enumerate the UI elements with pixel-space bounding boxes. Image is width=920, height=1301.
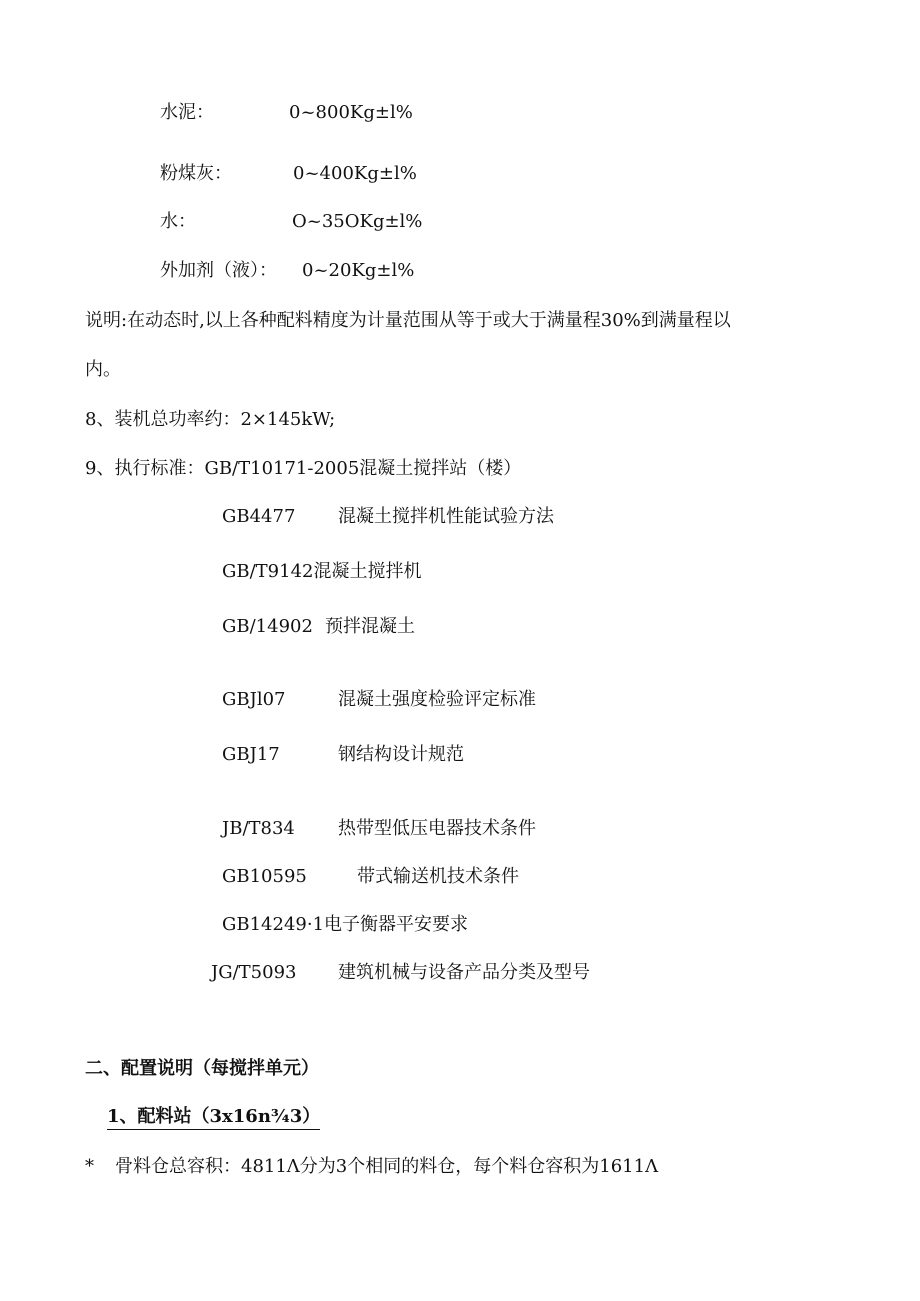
standard-name: 热带型低压电器技术条件 (338, 818, 536, 839)
note-line-2: 内。 (85, 359, 121, 380)
standard-code: GBJ17 (222, 744, 280, 765)
standard-name: 混凝土强度检验评定标准 (338, 689, 536, 710)
standard-code: GB/T9142混凝土搅拌机 (222, 561, 422, 582)
additive-value: 0~20Kg±l% (302, 260, 415, 281)
standard-code: JB/T834 (222, 818, 295, 839)
standard-code: JG/T5093 (211, 962, 297, 983)
standard-row (222, 743, 280, 767)
standard-name: 预拌混凝土 (325, 616, 415, 637)
standard-name: 带式输送机技术条件 (357, 866, 519, 887)
standard-name: 钢结构设计规范 (338, 744, 464, 765)
standard-name: 混凝土搅拌机性能试验方法 (338, 506, 554, 527)
section-2-heading: 二、配置说明（每搅拌单元） (85, 1058, 319, 1079)
standard-code: GB14249·1电子衡器平安要求 (222, 914, 469, 935)
standard-code: GB10595 (222, 866, 307, 887)
water-value: O~35OKg±l% (292, 211, 423, 232)
standard-code: GB4477 (222, 506, 296, 527)
standard-row (211, 961, 296, 985)
standard-code: GBJl07 (222, 689, 286, 710)
standard-row (222, 560, 422, 584)
flyash-label: 粉煤灰： (160, 163, 232, 184)
bullet-marker: * (85, 1156, 94, 1177)
flyash-value: 0~400Kg±l% (293, 163, 417, 184)
item-8-power: 8、装机总功率约：2×145kW; (85, 409, 336, 430)
standard-code: GB/14902 (222, 616, 313, 637)
standard-row (222, 615, 313, 639)
standard-row (222, 688, 285, 712)
additive-label: 外加剂（液）： (160, 260, 277, 281)
note-line-1: 说明:在动态时,以上各种配料精度为计量范围从等于或大于满量程30%到满量程以 (85, 310, 731, 331)
item-9-standards-heading: 9、执行标准：GB/T10171-2005混凝土搅拌站（楼） (85, 458, 522, 479)
cement-label: 水泥： (160, 102, 214, 123)
bullet-text: 骨料仓总容积：4811Λ分为3个相同的料仓，每个料仓容积为1611Λ (115, 1156, 659, 1177)
standard-row (222, 913, 468, 937)
subheading-text: 1、配料站（3x16n¾3） (107, 1106, 320, 1130)
cement-value: 0~800Kg±l% (289, 102, 413, 123)
standard-row (222, 865, 307, 889)
standard-name: 建筑机械与设备产品分类及型号 (338, 962, 590, 983)
standard-row (222, 817, 295, 841)
water-label: 水： (160, 211, 196, 232)
section-2-subheading (107, 1105, 320, 1129)
standard-row (222, 505, 295, 529)
